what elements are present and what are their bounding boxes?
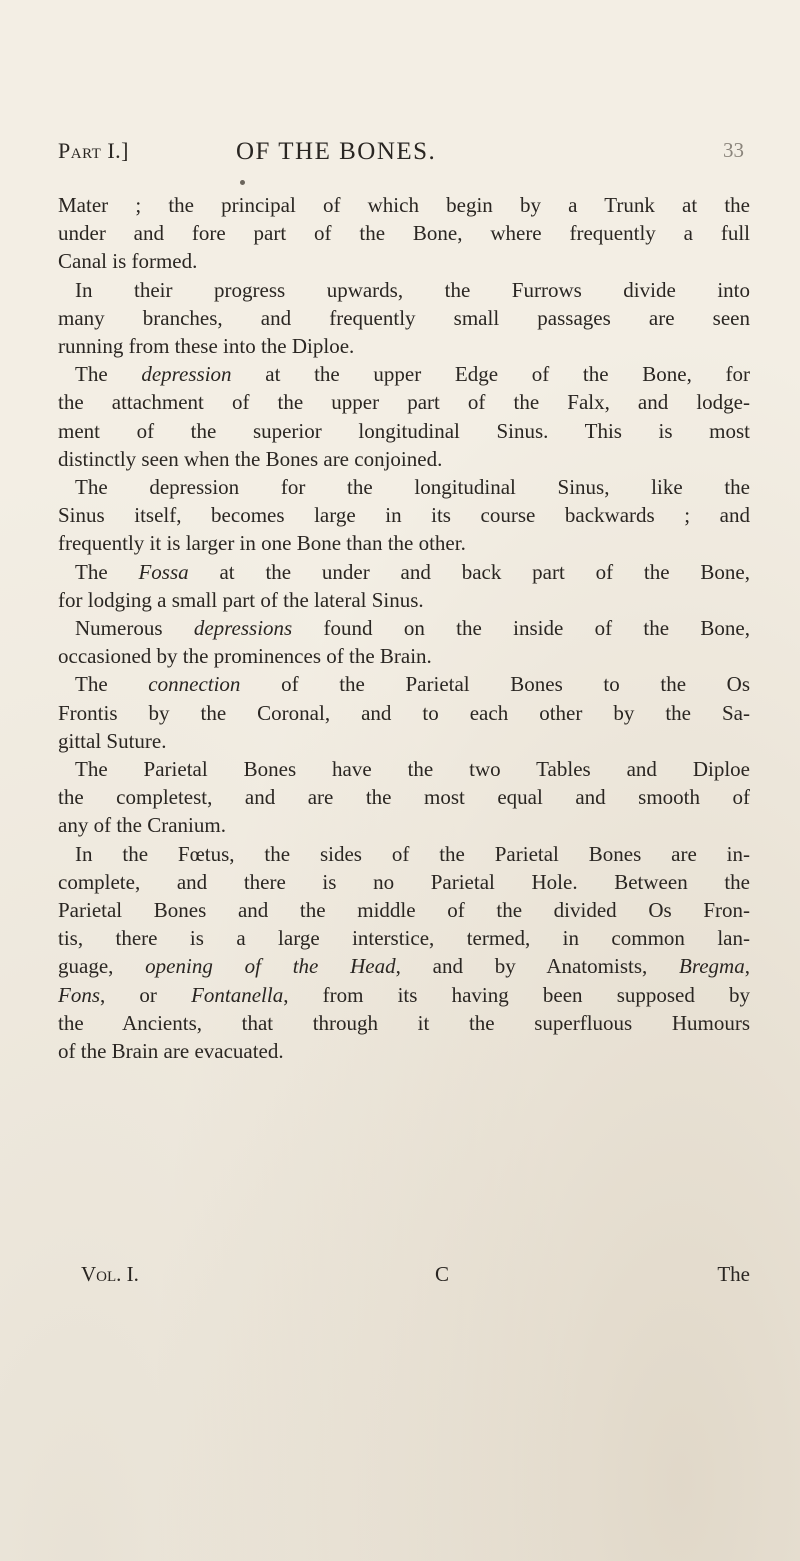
text-segment: any of the Cranium. [58, 813, 226, 838]
text-segment: Parietal Bones and the middle of the divided Os Fron- [58, 898, 750, 923]
text-line [58, 755, 750, 783]
text-line [58, 388, 750, 416]
italic-term: depressions [193, 616, 293, 641]
text-line [58, 417, 750, 445]
page-number: 33 [723, 138, 744, 162]
text-line [58, 699, 750, 727]
text-segment: occasioned by the prominences of the Brain. [58, 644, 432, 669]
text-line [58, 473, 750, 501]
running-title: OF THE BONES. [236, 138, 437, 165]
part-label: Part I.] [58, 138, 129, 163]
text-segment: tis, there is a large interstice, termed, in common lan- [58, 926, 750, 951]
text-segment: the completest, and are the most equal and smooth of [58, 785, 750, 810]
text-segment: In the Fœtus, the sides of the Parietal Bones are in- [75, 841, 750, 866]
text-segment: at the upper Edge of the Bone, for [231, 362, 750, 387]
italic-term: depression [141, 362, 232, 387]
text-segment: , [744, 954, 750, 979]
text-line [58, 811, 750, 839]
italic-term: opening of the Head [145, 954, 396, 979]
text-line [58, 981, 750, 1009]
italic-term: Fontanella [191, 982, 284, 1007]
text-segment: of the Parietal Bones to the Os [240, 672, 750, 697]
text-segment: , from its having been supposed by [283, 982, 751, 1007]
text-segment: for lodging a small part of the lateral Sinus. [58, 587, 424, 612]
text-segment: Canal is formed. [58, 249, 198, 274]
text-line [58, 558, 750, 586]
text-line [58, 191, 750, 219]
signature-mark: C [435, 1262, 450, 1286]
text-segment: , and by Anatomists, [395, 954, 680, 979]
text-segment: the Ancients, that through it the superfluous Humours [58, 1010, 750, 1035]
text-line [58, 332, 750, 360]
running-header [58, 138, 744, 172]
text-line [58, 896, 750, 924]
text-line [58, 445, 750, 473]
text-segment: Numerous [75, 616, 194, 641]
text-line [58, 360, 750, 388]
text-line [58, 529, 750, 557]
text-segment: The [75, 559, 139, 584]
text-segment: Frontis by the Coronal, and to each other by the Sa- [58, 700, 750, 725]
catchword: The [717, 1262, 750, 1286]
text-segment: frequently it is larger in one Bone than the other. [58, 531, 466, 556]
text-segment: ment of the superior longitudinal Sinus. This is most [58, 418, 750, 443]
text-segment: many branches, and frequently small passages are seen [58, 305, 750, 330]
text-line [58, 840, 750, 868]
text-segment: , or [100, 982, 192, 1007]
text-line [58, 924, 750, 952]
text-segment: at the under and back part of the Bone, [188, 559, 750, 584]
text-line [58, 783, 750, 811]
text-line [58, 501, 750, 529]
text-segment: guage, [58, 954, 146, 979]
body-text [58, 191, 750, 1065]
text-segment: distinctly seen when the Bones are conjoined. [58, 446, 443, 471]
text-segment: The [75, 362, 142, 387]
italic-term: Fons [58, 982, 100, 1007]
text-line [58, 1037, 750, 1065]
text-segment: Sinus itself, becomes large in its course backwards ; and [58, 503, 750, 528]
text-segment: In their progress upwards, the Furrows divide into [75, 277, 750, 302]
text-line [58, 952, 750, 980]
text-line [58, 614, 750, 642]
text-line [58, 219, 750, 247]
text-segment: under and fore part of the Bone, where frequently a full [58, 221, 750, 246]
text-segment: running from these into the Diploe. [58, 334, 355, 359]
text-segment: The depression for the longitudinal Sinus, like the [75, 475, 750, 500]
text-segment: the attachment of the upper part of the Falx, and lodge- [58, 390, 750, 415]
volume-label: Vol. I. [81, 1262, 139, 1286]
italic-term: connection [148, 672, 241, 697]
text-segment: gittal Suture. [58, 728, 167, 753]
text-line [58, 1009, 750, 1037]
text-segment: found on the inside of the Bone, [292, 616, 750, 641]
page-footer [58, 1262, 750, 1292]
text-line [58, 304, 750, 332]
text-segment: complete, and there is no Parietal Hole. Between the [58, 869, 750, 894]
text-line [58, 670, 750, 698]
italic-term: Fossa [138, 559, 189, 584]
text-line [58, 276, 750, 304]
text-line [58, 868, 750, 896]
text-line [58, 247, 750, 275]
text-line [58, 727, 750, 755]
italic-term: Bregma [679, 954, 745, 979]
text-segment: Mater ; the principal of which begin by a Trunk at the [58, 193, 750, 217]
text-segment: The [75, 672, 149, 697]
text-segment: The Parietal Bones have the two Tables and Diploe [75, 757, 750, 782]
text-line [58, 586, 750, 614]
text-segment: of the Brain are evacuated. [58, 1039, 284, 1064]
text-line [58, 642, 750, 670]
ink-speck [240, 180, 245, 185]
